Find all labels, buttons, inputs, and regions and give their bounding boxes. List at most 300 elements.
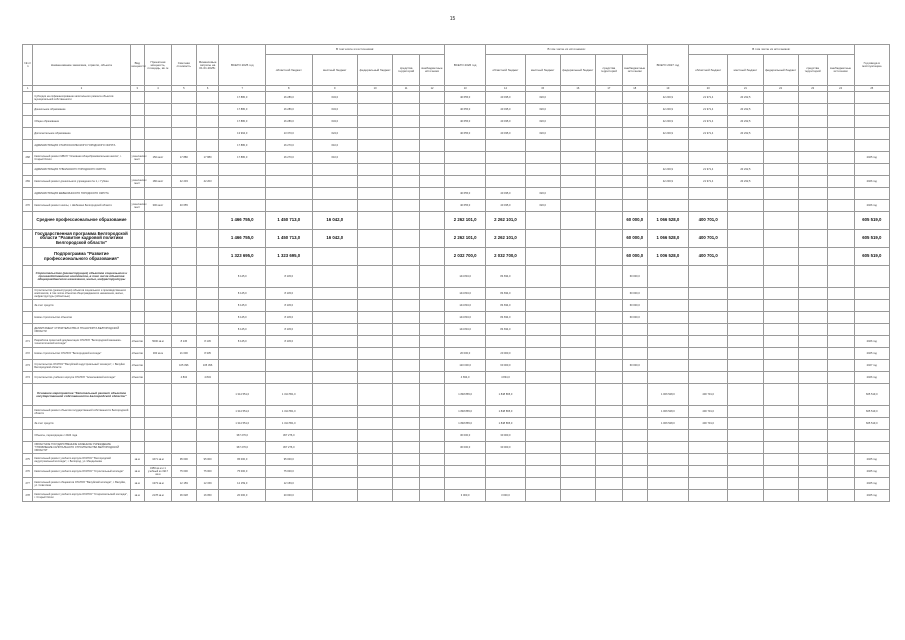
regional-2027: 21 971,4 [689, 116, 728, 128]
header-financed: Финансовые затраты на 01.01.2025г. [196, 45, 219, 86]
federal-2025 [358, 490, 393, 502]
total-2027 [647, 466, 688, 478]
local-2025 [312, 430, 358, 442]
row-name: АДМИНИСТРАЦИЯ ШЕБЕКИНСКОГО ГОРОДСКОГО ОКРУГА [33, 188, 130, 200]
territory-2025 [393, 324, 420, 336]
regional-2026: 40 035,0 [486, 116, 525, 128]
row-estimate [171, 406, 196, 418]
territory-2027 [798, 418, 827, 430]
table-row [23, 430, 890, 442]
row-name: АДМИНИСТРАЦИЯ СТАРООСКОЛЬСКОГО ГОРОДСКОГО ОКРУГА [33, 140, 130, 152]
table-row [23, 360, 890, 372]
local-2026 [525, 312, 560, 324]
regional-2027: 400 701,0 [689, 418, 728, 430]
row-unit: кв.м [130, 466, 144, 478]
total-2026 [444, 152, 485, 164]
row-estimate [171, 324, 196, 336]
extra-2025 [420, 140, 445, 152]
extra-2026 [622, 348, 647, 360]
extra-2025 [420, 430, 445, 442]
local-2027 [728, 324, 763, 336]
territory-2027 [798, 300, 827, 312]
local-2026 [525, 288, 560, 300]
row-unit [130, 442, 144, 454]
total-2026: 2 262 101,0 [444, 212, 485, 230]
federal-2026 [560, 466, 595, 478]
territory-2025 [393, 128, 420, 140]
row-financed [196, 418, 219, 430]
territory-2025 [393, 430, 420, 442]
row-unit [130, 430, 144, 442]
federal-2026 [560, 230, 595, 248]
total-2027: 1 066 528,0 [647, 212, 688, 230]
row-capacity: 4356 кв.м и 1 учебный ко 1917 кв.м [145, 466, 172, 478]
header-sources-2026: В том числе из источников: [486, 45, 647, 55]
table-row [23, 266, 890, 288]
local-2027 [728, 406, 763, 418]
extra-2026: 60 000,0 [622, 360, 647, 372]
local-2027 [728, 288, 763, 300]
row-capacity [145, 128, 172, 140]
header-federal: федеральный бюджет [560, 55, 595, 86]
federal-2025 [358, 164, 393, 176]
row-name: Строительство (реконструкция) объектов социального и производственного комплексов, в том числе объектов общегражданского назначения, жилья, инфраструктуры (областные) [33, 288, 130, 300]
total-2027: 1 066 528,0 [647, 230, 688, 248]
local-2026 [525, 164, 560, 176]
local-2025 [312, 266, 358, 288]
extra-2027 [827, 140, 854, 152]
extra-2026 [622, 430, 647, 442]
row-estimate [171, 116, 196, 128]
row-name: Среднее профессиональное образование [33, 212, 130, 230]
extra-2027 [827, 336, 854, 348]
local-2026 [525, 454, 560, 466]
total-2025: 17 880,0 [219, 140, 266, 152]
local-2025: 610,0 [312, 152, 358, 164]
extra-2026 [622, 140, 647, 152]
federal-2025 [358, 116, 393, 128]
row-capacity [145, 430, 172, 442]
row-number: 273 [23, 360, 33, 372]
header-unit: Вид мощности [130, 45, 144, 86]
extra-2025 [420, 200, 445, 212]
regional-2025: 13 370,0 [266, 128, 313, 140]
row-name: За счет средств [33, 418, 130, 430]
extra-2027 [827, 466, 854, 478]
extra-2025 [420, 372, 445, 384]
federal-2027 [763, 490, 798, 502]
row-capacity [145, 312, 172, 324]
total-2026 [444, 176, 485, 188]
extra-2025 [420, 454, 445, 466]
regional-2026: 20 000,0 [486, 348, 525, 360]
local-2027 [728, 230, 763, 248]
territory-2026 [595, 324, 622, 336]
federal-2025 [358, 212, 393, 230]
row-number [23, 442, 33, 454]
row-number: 271 [23, 336, 33, 348]
row-estimate: 105 396 [171, 360, 196, 372]
total-2025: 367 276,0 [219, 430, 266, 442]
header-extra: внебюджетные источники [827, 55, 854, 86]
row-name: Строительство учебного корпуса ОГАПОУ "Алексеевский колледж" [33, 372, 130, 384]
territory-2027 [798, 288, 827, 300]
total-2027 [647, 324, 688, 336]
local-2027 [728, 300, 763, 312]
row-financed [196, 104, 219, 116]
total-2026: 40 655,0 [444, 188, 485, 200]
extra-2027 [827, 248, 854, 266]
regional-2027 [689, 372, 728, 384]
extra-2025 [420, 104, 445, 116]
territory-2025 [393, 176, 420, 188]
territory-2026 [595, 164, 622, 176]
total-2025: 12 159,0 [219, 478, 266, 490]
extra-2027 [827, 92, 854, 104]
row-unit: кв.м [130, 478, 144, 490]
col-num: 16 [560, 86, 595, 92]
table-row [23, 104, 890, 116]
regional-2025: 8 145,0 [266, 300, 313, 312]
commission-year [854, 442, 889, 454]
row-estimate [171, 288, 196, 300]
total-2026: 40 655,0 [444, 116, 485, 128]
extra-2025 [420, 406, 445, 418]
extra-2027 [827, 384, 854, 406]
federal-2025 [358, 336, 393, 348]
federal-2027 [763, 230, 798, 248]
regional-2027: 21 971,4 [689, 104, 728, 116]
row-capacity [145, 418, 172, 430]
local-2026 [525, 466, 560, 478]
header-local: местный бюджет [312, 55, 358, 86]
col-num: 22 [763, 86, 798, 92]
regional-2025: 8 145,0 [266, 312, 313, 324]
regional-2025: 95 000,0 [266, 454, 313, 466]
territory-2025 [393, 92, 420, 104]
row-number [23, 92, 33, 104]
extra-2026 [622, 336, 647, 348]
row-financed [196, 188, 219, 200]
territory-2026 [595, 230, 622, 248]
commission-year [854, 288, 889, 300]
extra-2027 [827, 188, 854, 200]
commission-year [854, 324, 889, 336]
federal-2026 [560, 430, 595, 442]
row-capacity [145, 164, 172, 176]
federal-2027 [763, 164, 798, 176]
local-2027: 20 232,5 [728, 176, 763, 188]
row-number [23, 300, 33, 312]
row-unit [130, 140, 144, 152]
regional-2027 [689, 188, 728, 200]
table-row [23, 230, 890, 248]
local-2027 [728, 200, 763, 212]
federal-2026 [560, 442, 595, 454]
regional-2025: 16 270,0 [266, 152, 313, 164]
table-row [23, 152, 890, 164]
total-2027 [647, 336, 688, 348]
header-sources-2027: В том числе из источников: [689, 45, 855, 55]
local-2027: 20 232,5 [728, 92, 763, 104]
total-2027: 1 006 528,0 [647, 418, 688, 430]
row-name: АДМИНИСТРАЦИЯ ГУБКИНСКОГО ГОРОДСКОГО ОКРУГА [33, 164, 130, 176]
extra-2027 [827, 152, 854, 164]
federal-2027 [763, 348, 798, 360]
federal-2025 [358, 324, 393, 336]
extra-2027 [827, 360, 854, 372]
local-2027 [728, 466, 763, 478]
col-num: 21 [728, 86, 763, 92]
federal-2025 [358, 348, 393, 360]
local-2027 [728, 454, 763, 466]
header-extra: внебюджетные источники [622, 55, 647, 86]
total-2025 [219, 176, 266, 188]
header-estimate: Сметная стоимость [171, 45, 196, 86]
regional-2027 [689, 490, 728, 502]
local-2025 [312, 478, 358, 490]
col-num: 25 [854, 86, 889, 92]
territory-2026 [595, 200, 622, 212]
row-estimate: 40 655 [171, 200, 196, 212]
commission-year: 2025 год [854, 348, 889, 360]
total-2025: 17 880,0 [219, 92, 266, 104]
row-financed: 8 335 [196, 348, 219, 360]
row-capacity [145, 188, 172, 200]
row-estimate: 95 000 [171, 454, 196, 466]
local-2025 [312, 384, 358, 406]
extra-2026 [622, 466, 647, 478]
row-number [23, 188, 33, 200]
row-name: Капитальный ремонт учебного корпуса ОГАПОУ "Старооскольский колледж", г. Старый Оскол [33, 490, 130, 502]
federal-2026 [560, 336, 595, 348]
regional-2027 [689, 288, 728, 300]
row-capacity [145, 248, 172, 266]
header-name: Наименование заказчика, отрасли, объекта [33, 45, 130, 86]
federal-2026 [560, 212, 595, 230]
extra-2025 [420, 300, 445, 312]
total-2025: 17 880,0 [219, 152, 266, 164]
total-2026: 1 848 865,0 [444, 418, 485, 430]
row-financed [196, 164, 219, 176]
row-capacity: 180 мест [145, 176, 172, 188]
regional-2026: 60 000,0 [486, 360, 525, 372]
federal-2026 [560, 406, 595, 418]
territory-2025 [393, 140, 420, 152]
row-capacity [145, 104, 172, 116]
commission-year [854, 300, 889, 312]
total-2026: 144 834,0 [444, 300, 485, 312]
row-name: Капитальный ремонт объектов государственной собственности Белгородской области [33, 406, 130, 418]
local-2025 [312, 348, 358, 360]
territory-2025 [393, 152, 420, 164]
federal-2025 [358, 266, 393, 288]
regional-2027 [689, 300, 728, 312]
territory-2025 [393, 454, 420, 466]
territory-2026 [595, 348, 622, 360]
row-capacity [145, 442, 172, 454]
row-estimate [171, 384, 196, 406]
table-row [23, 188, 890, 200]
local-2025 [312, 188, 358, 200]
federal-2025 [358, 466, 393, 478]
territory-2026 [595, 212, 622, 230]
territory-2025 [393, 300, 420, 312]
col-num: 17 [595, 86, 622, 92]
table-row [23, 140, 890, 152]
table-row [23, 384, 890, 406]
extra-2026 [622, 176, 647, 188]
territory-2027 [798, 128, 827, 140]
extra-2025 [420, 312, 445, 324]
row-name: Новое строительство ОГАПОУ "Белгородский колледж" [33, 348, 130, 360]
territory-2027 [798, 312, 827, 324]
regional-2026 [486, 478, 525, 490]
row-unit: ученических мест [130, 152, 144, 164]
header-local: местный бюджет [728, 55, 763, 86]
federal-2027 [763, 384, 798, 406]
total-2025: 8 145,0 [219, 312, 266, 324]
territory-2025 [393, 466, 420, 478]
table-row [23, 454, 890, 466]
col-num: 13 [444, 86, 485, 92]
row-estimate: 8 145 [171, 336, 196, 348]
row-financed [196, 406, 219, 418]
extra-2025 [420, 360, 445, 372]
regional-2025: 8 145,0 [266, 336, 313, 348]
local-2027 [728, 430, 763, 442]
row-name: За счет средств [33, 300, 130, 312]
regional-2027: 400 701,0 [689, 406, 728, 418]
federal-2025 [358, 300, 393, 312]
federal-2027 [763, 406, 798, 418]
row-number: 277 [23, 478, 33, 490]
local-2027 [728, 266, 763, 288]
total-2025: 8 145,0 [219, 324, 266, 336]
row-financed [196, 324, 219, 336]
territory-2027 [798, 372, 827, 384]
extra-2025 [420, 188, 445, 200]
federal-2027 [763, 152, 798, 164]
row-number [23, 164, 33, 176]
row-number [23, 116, 33, 128]
territory-2025 [393, 288, 420, 300]
row-estimate [171, 430, 196, 442]
total-2025: 17 880,0 [219, 116, 266, 128]
row-estimate [171, 188, 196, 200]
commission-year [854, 312, 889, 324]
local-2025 [312, 164, 358, 176]
extra-2026 [622, 384, 647, 406]
total-2026: 40 655,0 [444, 200, 485, 212]
regional-2026: 84 834,0 [486, 324, 525, 336]
col-num: 12 [420, 86, 445, 92]
row-name: Субсидии на софинансирование капитального ремонта объектов муниципальной собственности [33, 92, 130, 104]
territory-2027 [798, 490, 827, 502]
territory-2026 [595, 360, 622, 372]
row-financed: 16 050 [196, 490, 219, 502]
local-2026 [525, 152, 560, 164]
row-financed: 75 000 [196, 466, 219, 478]
local-2026: 620,0 [525, 104, 560, 116]
extra-2027 [827, 418, 854, 430]
federal-2025 [358, 152, 393, 164]
federal-2026 [560, 152, 595, 164]
header-total-2025: ВСЕГО 2025 год [219, 45, 266, 86]
local-2025 [312, 466, 358, 478]
commission-year: 605 519,0 [854, 212, 889, 230]
local-2026 [525, 360, 560, 372]
table-row [23, 92, 890, 104]
header-total-2026: ВСЕГО 2026 год [444, 45, 485, 86]
total-2025 [219, 348, 266, 360]
row-financed [196, 200, 219, 212]
header-row-1 [23, 45, 890, 55]
territory-2025 [393, 336, 420, 348]
page-number: 15 [449, 16, 456, 22]
local-2025: 610,0 [312, 140, 358, 152]
total-2026: 40 655,0 [444, 92, 485, 104]
row-unit [130, 248, 144, 266]
header-regional: областной бюджет [689, 55, 728, 86]
territory-2027 [798, 164, 827, 176]
regional-2025 [266, 348, 313, 360]
extra-2026 [622, 164, 647, 176]
commission-year: 605 519,0 [854, 384, 889, 406]
local-2025 [312, 288, 358, 300]
commission-year [854, 266, 889, 288]
row-financed: 4 834 [196, 372, 219, 384]
total-2026: 30 000,0 [444, 430, 485, 442]
row-capacity [145, 212, 172, 230]
territory-2025 [393, 116, 420, 128]
federal-2025 [358, 200, 393, 212]
budget-table-sheet [22, 44, 890, 502]
federal-2027 [763, 92, 798, 104]
territory-2027 [798, 266, 827, 288]
table-row [23, 442, 890, 454]
row-number: 274 [23, 372, 33, 384]
territory-2025 [393, 164, 420, 176]
row-name: Государственная программа Белгородской области "Развитие кадровой политики Белгородской области" [33, 230, 130, 248]
total-2025 [219, 200, 266, 212]
regional-2025: 20 000,0 [266, 490, 313, 502]
federal-2026 [560, 384, 595, 406]
total-2027 [647, 188, 688, 200]
federal-2026 [560, 200, 595, 212]
regional-2025 [266, 176, 313, 188]
extra-2027 [827, 406, 854, 418]
total-2025: 13 994,0 [219, 128, 266, 140]
row-unit: ученических мест [130, 200, 144, 212]
territory-2026 [595, 430, 622, 442]
table-row [23, 200, 890, 212]
federal-2025 [358, 430, 393, 442]
territory-2027 [798, 230, 827, 248]
total-2025: 1 466 755,0 [219, 212, 266, 230]
local-2026: 620,0 [525, 128, 560, 140]
row-unit [130, 266, 144, 288]
regional-2027 [689, 312, 728, 324]
total-2025: 8 145,0 [219, 288, 266, 300]
col-num: 5 [171, 86, 196, 92]
local-2026 [525, 384, 560, 406]
total-2027 [647, 152, 688, 164]
regional-2026: 2 032 700,0 [486, 248, 525, 266]
row-name: Разработка проектной документации ОГАПОУ "Белгородский механико-технологический колледж" [33, 336, 130, 348]
row-financed: 8 145 [196, 336, 219, 348]
total-2027 [647, 372, 688, 384]
